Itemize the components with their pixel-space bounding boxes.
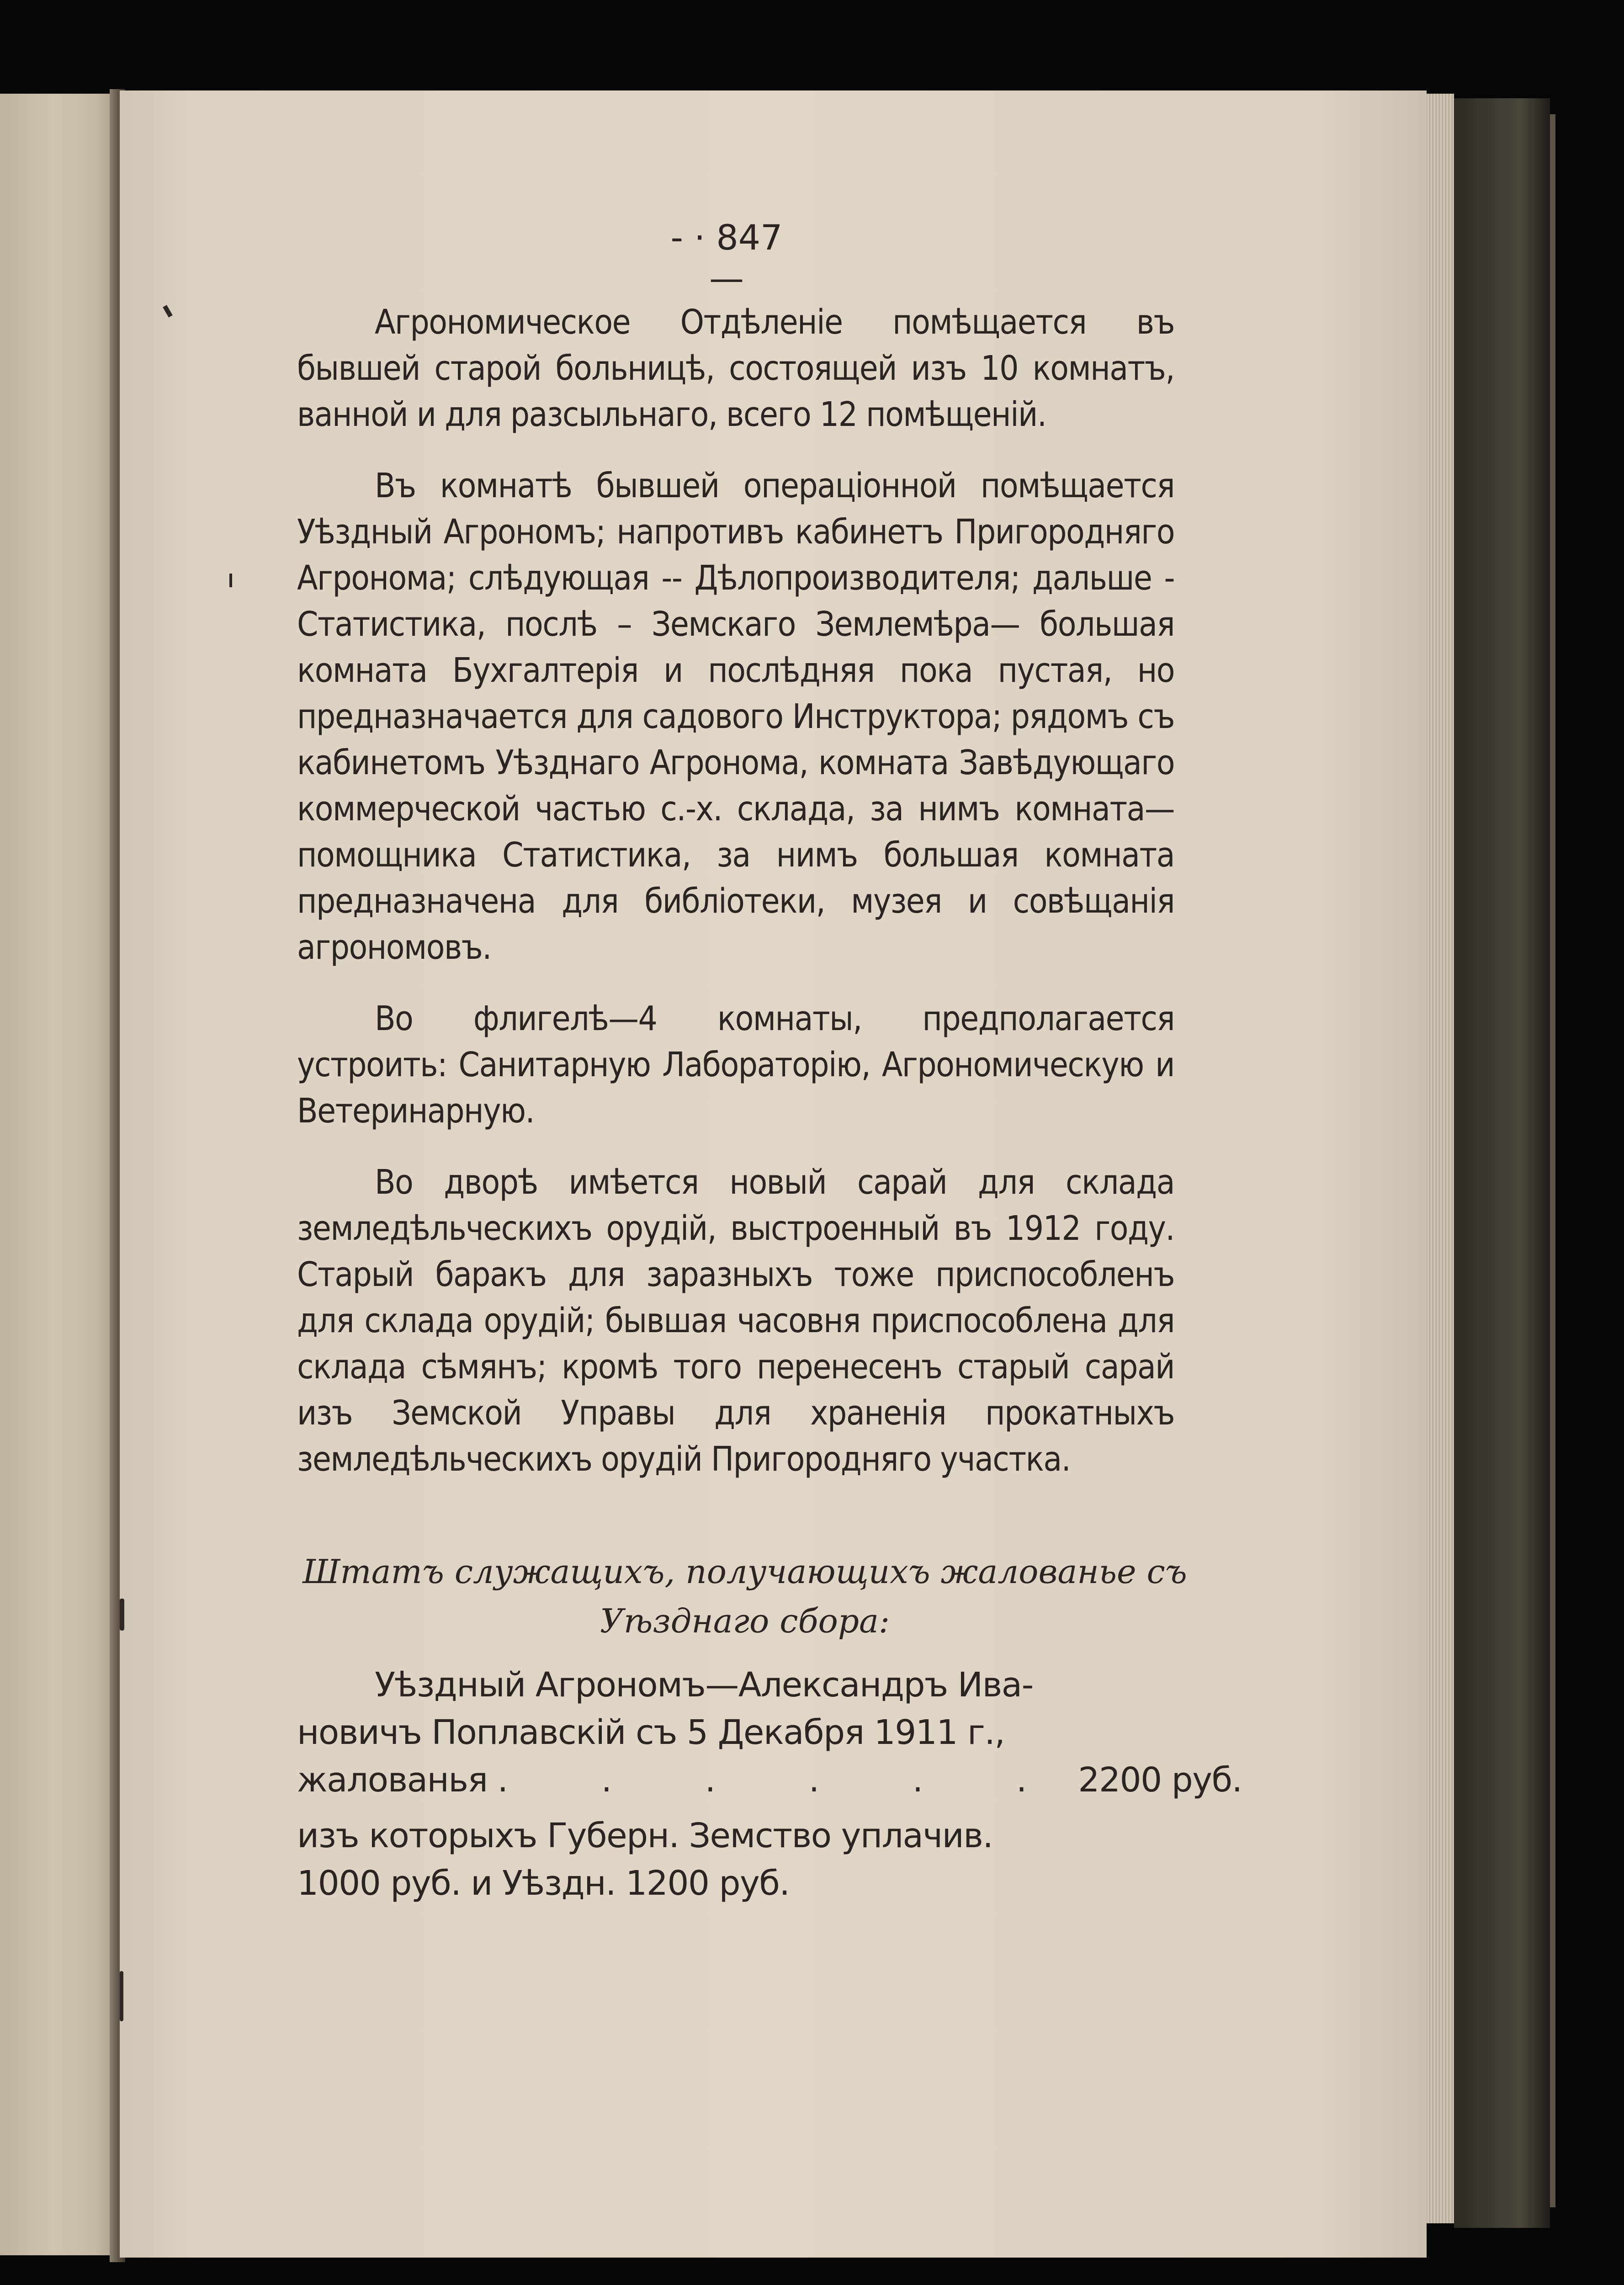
salary-label: жалованья	[297, 1760, 488, 1800]
paragraph: Во флигелѣ—4 комнаты, предполагается устроить: Санитарную Лабораторію, Агрономическую и Ветеринарную.	[297, 999, 1174, 1131]
page-number: - · 847 —	[670, 217, 783, 298]
leader-dots: . . . . . .	[497, 1760, 1068, 1800]
cover-edge	[1550, 114, 1555, 2207]
page-edges	[1427, 94, 1454, 2223]
staff-line: Уѣздный Агрономъ—Александръ Ива-	[375, 1665, 1033, 1705]
staff-line: изъ которыхъ Губерн. Земство уплачив.	[297, 1816, 993, 1855]
paragraph: Агрономическое Отдѣленіе помѣщается въ бывшей старой больницѣ, состоящей изъ 10 комнатъ, ванной и для разсыльнаго, всего 12 помѣщеній.	[297, 303, 1174, 434]
ink-speck	[120, 1971, 123, 2021]
book-cover	[1454, 98, 1550, 2228]
ink-speck	[163, 305, 173, 318]
heading-line: Уѣзднаго сбора:	[600, 1602, 890, 1640]
staff-line: новичъ Поплавскій съ 5 Декабря 1911 г.,	[297, 1713, 1005, 1752]
staff-line: 1000 руб. и Уѣздн. 1200 руб.	[297, 1864, 790, 1903]
section-heading	[297, 1547, 1193, 1646]
salary-amount: 2200 руб.	[1078, 1760, 1242, 1800]
staff-entry	[297, 1661, 1242, 1907]
salary-row	[297, 1756, 1242, 1804]
ink-speck	[229, 574, 232, 587]
ink-speck	[120, 1599, 124, 1631]
paragraph: Во дворѣ имѣется новый сарай для склада земледѣльческихъ орудій, выстроенный въ 1912 году. Старый баракъ для заразныхъ тоже приспособленъ для склада орудій; бывшая часовня приспособлена для склада сѣмянъ; кромѣ того перенесенъ старый сарай изъ Земской Управы для храненія прокатныхъ земледѣльческихъ орудій Пригородняго участка.	[297, 1163, 1174, 1479]
body-text	[297, 299, 1174, 1483]
heading-line: Штатъ служащихъ, получающихъ жалованье съ	[303, 1552, 1187, 1591]
paragraph: Въ комнатѣ бывшей операціонной помѣщается Уѣздный Агрономъ; напротивъ кабинетъ Пригородняго Агронома; слѣдующая -- Дѣлопроизводителя; дальше - Статистика, послѣ – Земскаго Землемѣра— большая комната Бухгалтерія и послѣдняя пока пустая, но предназначается для садового Инструктора; рядомъ съ кабинетомъ Уѣзднаго Агронома, комната Завѣдующаго коммерческой частью с.-х. склада, за нимъ комната—помощника Статистика, за нимъ большая комната предназначена для библіотеки, музея и совѣщанія агрономовъ.	[297, 466, 1174, 967]
left-page-edge	[0, 94, 120, 2255]
